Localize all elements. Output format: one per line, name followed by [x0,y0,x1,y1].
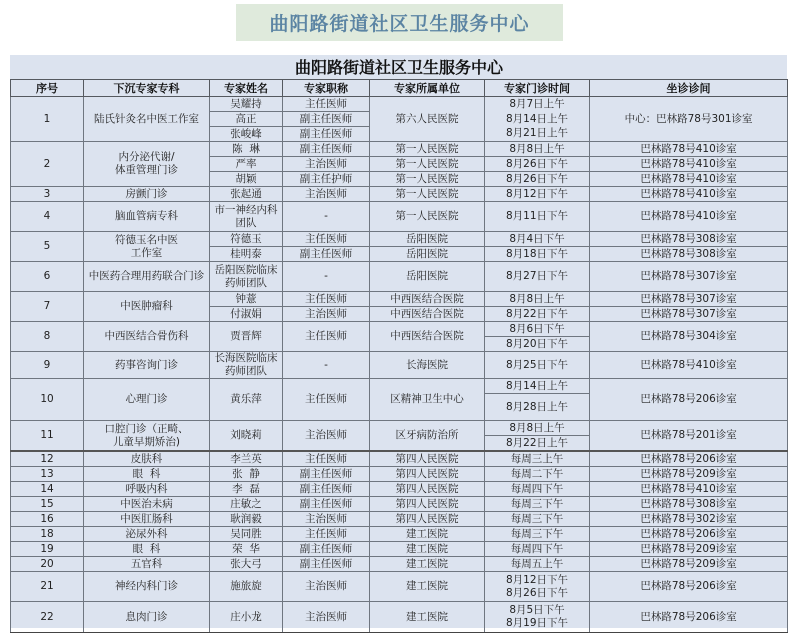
row-name [210,262,283,292]
row-room: 巴林路78号209诊室 [590,467,788,482]
row-dept: 脑血管病专科 [84,202,210,232]
row-no: 15 [11,497,84,512]
row-no: 5 [11,232,84,262]
row-no: 16 [11,512,84,527]
row-time: 8月8日上午 [485,292,590,307]
row-dept-line: 儿童早期矫治) [112,435,181,448]
row-name: 胡颖 [210,172,283,187]
row-room: 巴林路78号410诊室 [590,187,788,202]
row-dept: 心理门诊 [84,379,210,421]
row-name: 庄敏之 [210,497,283,512]
row-room: 巴林路78号206诊室 [590,572,788,602]
row-no: 9 [11,352,84,379]
row-title: 主治医师 [283,421,370,452]
row-title: 主治医师 [283,157,370,172]
row-no: 10 [11,379,84,421]
row-title: 副主任医师 [283,247,370,262]
row-dept: 中医药合理用药联合门诊 [84,262,210,292]
table-row [11,451,788,467]
row-name: 桂明泰 [210,247,283,262]
row-room: 巴林路78号302诊室 [590,512,788,527]
row-room: 巴林路78号410诊室 [590,482,788,497]
row-dept: 皮肤科 [84,451,210,467]
row-no: 18 [11,527,84,542]
row-unit: 建工医院 [370,602,485,633]
header-room: 坐诊诊间 [590,80,788,97]
row-name: 张大弓 [210,557,283,572]
row-dept-line: 内分泌代谢/ [118,151,175,163]
row-unit: 第一人民医院 [370,187,485,202]
row-time: 8月25日下午 [485,352,590,379]
row-time: 每周五上午 [485,557,590,572]
row-unit: 岳阳医院 [370,232,485,247]
row-title: 副主任医师 [283,467,370,482]
row-time: 每周三下午 [485,512,590,527]
row-title: 主任医师 [283,379,370,421]
table-row [11,322,788,337]
row-title: 副主任医师 [283,142,370,157]
row-no: 12 [11,451,84,467]
row-time: 8月8日上午 [485,142,590,157]
row-title: 副主任医师 [283,542,370,557]
row-dept [84,421,210,452]
row-dept: 药事咨询门诊 [84,352,210,379]
row-dept: 五官科 [84,557,210,572]
row-unit: 中西医结合医院 [370,307,485,322]
table-row [11,202,788,232]
row-title: 副主任医师 [283,497,370,512]
row-unit: 第四人民医院 [370,512,485,527]
row-unit: 建工医院 [370,572,485,602]
row-time-line: 8月19日下午 [505,617,569,629]
row-time: 8月28日上午 [485,394,590,421]
row-room: 巴林路78号209诊室 [590,557,788,572]
row-room: 巴林路78号308诊室 [590,232,788,247]
row-title: 主任医师 [283,232,370,247]
table-row [11,557,788,572]
row-dept-line: 符德玉名中医 [115,233,178,246]
row-name [210,202,283,232]
row-dept: 中西医结合骨伤科 [84,322,210,352]
row-no: 20 [11,557,84,572]
header-no: 序号 [11,80,84,97]
row-title: 主治医师 [283,572,370,602]
row-title: - [283,352,370,379]
table-row [11,187,788,202]
row-unit: 第四人民医院 [370,482,485,497]
table-row [11,482,788,497]
table-row [11,512,788,527]
row-title: 主任医师 [283,97,370,112]
row-name: 钟薏 [210,292,283,307]
row-time: 8月6日下午 [485,322,590,337]
row-dept: 眼 科 [84,467,210,482]
table-row [11,97,788,112]
row-room: 巴林路78号206诊室 [590,602,788,633]
row-room: 巴林路78号206诊室 [590,379,788,421]
row-name: 吴耀持 [210,97,283,112]
table-row [11,497,788,512]
row-no: 1 [11,97,84,142]
row-room: 巴林路78号308诊室 [590,497,788,512]
header-unit: 专家所属单位 [370,80,485,97]
row-unit: 第一人民医院 [370,202,485,232]
row-no: 14 [11,482,84,497]
table-row [11,542,788,557]
row-name-line: 岳阳医院临床 [214,263,278,276]
row-room: 巴林路78号206诊室 [590,527,788,542]
row-title: 主任医师 [283,527,370,542]
row-time: 每周三下午 [485,527,590,542]
row-title: - [283,202,370,232]
row-time: 8月22日下午 [485,307,590,322]
row-title: 主任医师 [283,322,370,352]
row-time: 8月26日下午 [485,172,590,187]
row-title: 副主任护师 [283,172,370,187]
row-no: 8 [11,322,84,352]
row-room: 巴林路78号307诊室 [590,307,788,322]
row-name: 吴同胜 [210,527,283,542]
row-unit: 第四人民医院 [370,451,485,467]
row-no: 22 [11,602,84,633]
row-dept: 中医治未病 [84,497,210,512]
row-name: 张起通 [210,187,283,202]
row-dept: 神经内科门诊 [84,572,210,602]
row-name-line: 长海医院临床 [214,352,278,364]
row-name-line: 市一神经内科 [214,203,278,216]
row-title: 副主任医师 [283,127,370,142]
row-name: 严率 [210,157,283,172]
row-title: - [283,262,370,292]
row-unit: 建工医院 [370,527,485,542]
row-time-line: 8月12日下午 [505,573,569,586]
row-time: 8月22日上午 [485,436,590,452]
row-room: 巴林路78号206诊室 [590,451,788,467]
row-no: 11 [11,421,84,452]
row-time: 8月4日下午 [485,232,590,247]
row-name-line: 团队 [235,216,257,229]
row-time: 每周三上午 [485,451,590,467]
row-unit: 第四人民医院 [370,497,485,512]
row-time: 8月7日上午 [485,97,590,112]
row-room: 中心：巴林路78号301诊室 [590,97,788,142]
row-no: 21 [11,572,84,602]
row-title: 主任医师 [283,451,370,467]
header-time: 专家门诊时间 [485,80,590,97]
row-time: 每周三下午 [485,497,590,512]
row-time: 8月14日上午 [485,112,590,127]
row-room: 巴林路78号308诊室 [590,247,788,262]
row-title: 主治医师 [283,307,370,322]
row-name [210,352,283,379]
row-title: 主治医师 [283,187,370,202]
row-time: 8月26日下午 [485,157,590,172]
row-time: 每周四下午 [485,482,590,497]
row-time: 每周二下午 [485,467,590,482]
row-room: 巴林路78号410诊室 [590,157,788,172]
row-unit: 建工医院 [370,542,485,557]
row-unit: 岳阳医院 [370,247,485,262]
row-room: 巴林路78号307诊室 [590,262,788,292]
row-no: 13 [11,467,84,482]
row-name: 付淑娟 [210,307,283,322]
row-unit: 区精神卫生中心 [370,379,485,421]
row-name: 施旅旋 [210,572,283,602]
row-time-line: 8月5日下午 [509,604,565,616]
row-unit: 中西医结合医院 [370,292,485,307]
row-room: 巴林路78号410诊室 [590,142,788,157]
row-name: 黄乐萍 [210,379,283,421]
row-room: 巴林路78号410诊室 [590,172,788,187]
row-dept [84,142,210,187]
row-unit: 中西医结合医院 [370,322,485,352]
row-unit: 第六人民医院 [370,97,485,142]
row-time [485,602,590,633]
row-time: 8月21日上午 [485,127,590,142]
header-dept: 下沉专家专科 [84,80,210,97]
row-unit: 长海医院 [370,352,485,379]
row-dept-line: 体重管理门诊 [115,164,178,176]
expert-schedule-table [10,55,788,633]
row-unit: 第四人民医院 [370,467,485,482]
row-time: 8月20日下午 [485,337,590,352]
schedule-sheet [10,55,787,628]
table-row [11,352,788,379]
row-time [485,572,590,602]
row-dept: 眼 科 [84,542,210,557]
row-no: 6 [11,262,84,292]
table-row [11,262,788,292]
table-row [11,379,788,394]
row-room: 巴林路78号201诊室 [590,421,788,452]
header-title: 专家职称 [283,80,370,97]
row-dept: 息肉门诊 [84,602,210,633]
table-row [11,142,788,157]
table-row [11,232,788,247]
row-time: 8月18日下午 [485,247,590,262]
table-row [11,292,788,307]
table-row [11,467,788,482]
row-dept [84,232,210,262]
row-unit: 区牙病防治所 [370,421,485,452]
row-room: 巴林路78号307诊室 [590,292,788,307]
row-no: 19 [11,542,84,557]
row-name: 贾晋辉 [210,322,283,352]
row-time: 每周四下午 [485,542,590,557]
row-dept: 中医肿瘤科 [84,292,210,322]
table-row [11,602,788,633]
row-time: 8月8日上午 [485,421,590,436]
row-unit: 第一人民医院 [370,157,485,172]
row-unit: 岳阳医院 [370,262,485,292]
table-row [11,572,788,602]
header-row [11,80,788,97]
table-row [11,421,788,436]
row-name-line: 药师团队 [225,365,267,377]
row-name: 陈 琳 [210,142,283,157]
row-dept: 房颤门诊 [84,187,210,202]
row-time: 8月14日上午 [485,379,590,394]
row-dept: 中医肛肠科 [84,512,210,527]
row-name: 李兰英 [210,451,283,467]
row-dept-line: 工作室 [130,246,163,259]
row-time-line: 8月26日下午 [505,586,569,599]
row-name: 庄小龙 [210,602,283,633]
row-time: 8月27日下午 [485,262,590,292]
row-room: 巴林路78号410诊室 [590,202,788,232]
row-name: 李 磊 [210,482,283,497]
row-dept-line: 口腔门诊（正畸、 [104,422,189,435]
row-title: 副主任医师 [283,112,370,127]
page-banner-title: 曲阳路街道社区卫生服务中心 [236,4,563,41]
row-title: 主治医师 [283,512,370,527]
row-name: 高正 [210,112,283,127]
row-name: 荣 华 [210,542,283,557]
row-title: 主任医师 [283,292,370,307]
table-title: 曲阳路街道社区卫生服务中心 [11,55,788,80]
row-name: 张 静 [210,467,283,482]
row-name: 刘晓莉 [210,421,283,452]
row-room: 巴林路78号304诊室 [590,322,788,352]
row-name: 张峻峰 [210,127,283,142]
row-unit: 第一人民医院 [370,172,485,187]
row-dept: 呼吸内科 [84,482,210,497]
header-name: 专家姓名 [210,80,283,97]
row-no: 3 [11,187,84,202]
row-time: 8月12日下午 [485,187,590,202]
row-no: 4 [11,202,84,232]
row-room: 巴林路78号209诊室 [590,542,788,557]
row-dept: 陆氏针灸名中医工作室 [84,97,210,142]
row-unit: 第一人民医院 [370,142,485,157]
row-name: 耿润毅 [210,512,283,527]
row-title: 副主任医师 [283,557,370,572]
row-unit: 建工医院 [370,557,485,572]
row-no: 7 [11,292,84,322]
table-row [11,527,788,542]
row-room: 巴林路78号410诊室 [590,352,788,379]
row-name-line: 药师团队 [225,276,267,289]
row-no: 2 [11,142,84,187]
row-title: 副主任医师 [283,482,370,497]
row-dept: 泌尿外科 [84,527,210,542]
row-name: 符德玉 [210,232,283,247]
row-time: 8月11日下午 [485,202,590,232]
row-title: 主治医师 [283,602,370,633]
